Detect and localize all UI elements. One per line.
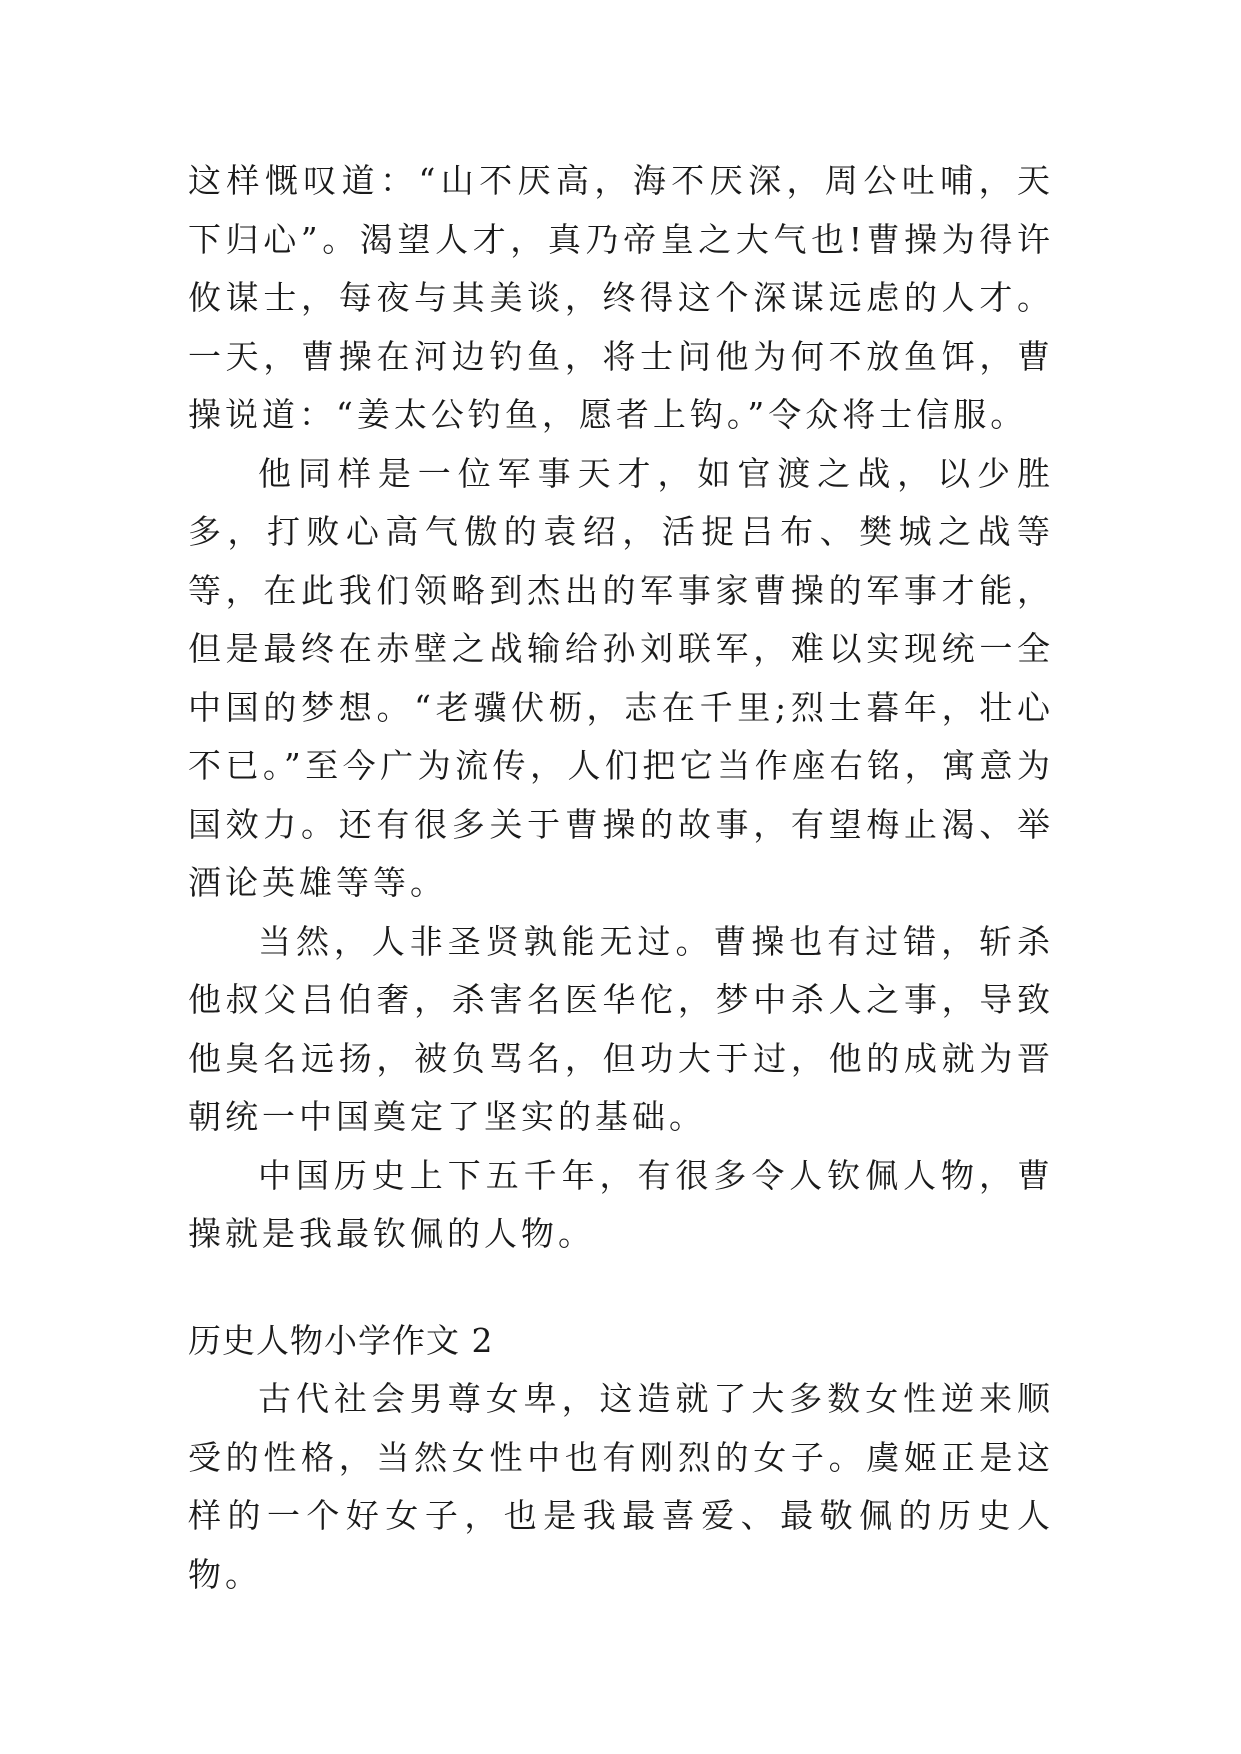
paragraph-2: 他同样是一位军事天才，如官渡之战，以少胜多，打败心高气傲的袁绍，活捉吕布、樊城之战等等，在此我们领略到杰出的军事家曹操的军事才能，但是最终在赤壁之战输给孙刘联军，难以实现统一全中国的梦想。“老骥伏枥，志在千里;烈士暮年，壮心不已。”至今广为流传，人们把它当作座右铭，寓意为国效力。还有很多关于曹操的故事，有望梅止渴、举酒论英雄等等。 xyxy=(188,453,1054,902)
paragraph-5: 古代社会男尊女卑，这造就了大多数女性逆来顺受的性格，当然女性中也有刚烈的女子。虞姬正是这样的一个好女子，也是我最喜爱、最敬佩的历史人物。 xyxy=(188,1379,1054,1594)
section-heading: 历史人物小学作文 2 xyxy=(188,1320,494,1360)
document-page xyxy=(188,152,1054,1604)
paragraph-3: 当然，人非圣贤孰能无过。曹操也有过错，斩杀他叔父吕伯奢，杀害名医华佗，梦中杀人之事，导致他臭名远扬，被负骂名，但功大于过，他的成就为晋朝统一中国奠定了坚实的基础。 xyxy=(188,921,1054,1136)
paragraph-1: 这样慨叹道：“山不厌高，海不厌深，周公吐哺，天下归心”。渴望人才，真乃帝皇之大气也!曹操为得许攸谋士，每夜与其美谈，终得这个深谋远虑的人才。一天，曹操在河边钓鱼，将士问他为何不放鱼饵，曹操说道：“姜太公钓鱼，愿者上钩。”令众将士信服。 xyxy=(188,161,1054,434)
paragraph-4: 中国历史上下五千年，有很多令人钦佩人物，曹操就是我最钦佩的人物。 xyxy=(188,1155,1054,1253)
